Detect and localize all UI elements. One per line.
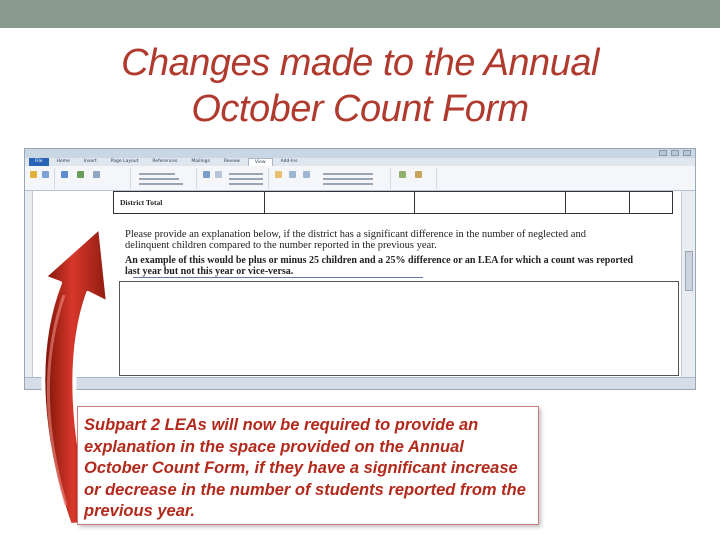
one-page-option: [229, 173, 263, 175]
callout-box: [77, 406, 539, 525]
tab-add-ins[interactable]: Add-Ins: [280, 159, 298, 164]
title-line-1: Changes made to the Annual: [121, 42, 599, 84]
print-layout-icon: [30, 171, 37, 178]
switch-windows-icon: [399, 171, 406, 178]
reset-position-option: [323, 183, 373, 185]
ribbon-group-1: [27, 168, 55, 189]
district-total-table: [113, 191, 673, 214]
draft-icon: [93, 171, 100, 178]
ribbon-group-2: [57, 168, 131, 189]
ribbon-group-5: [271, 168, 391, 189]
zoom-icon: [203, 171, 210, 178]
tab-view[interactable]: View: [248, 158, 273, 166]
word-ribbon: [25, 166, 695, 191]
ruler-option: [139, 173, 175, 175]
maximize-icon: [671, 150, 679, 156]
table-cell: [264, 192, 415, 214]
slide-title: [60, 40, 660, 132]
tab-page-layout[interactable]: Page Layout: [110, 159, 139, 164]
tab-home[interactable]: Home: [56, 159, 70, 164]
tab-mailings[interactable]: Mailings: [191, 159, 210, 164]
two-pages-option: [229, 178, 263, 180]
hundred-percent-icon: [215, 171, 222, 178]
table-cell: [415, 192, 566, 214]
callout-text: Subpart 2 LEAs will now be required to provide an explanation in the space provided on the Annual October Count Form, if they have a significant increase or decrease in the number of students reported from the previous year.: [84, 416, 526, 520]
top-band: [0, 0, 720, 28]
close-icon: [683, 150, 691, 156]
explanation-response-box[interactable]: [119, 281, 679, 376]
ribbon-group-4: [199, 168, 269, 189]
scroll-thumb[interactable]: [685, 251, 693, 291]
gridlines-option: [139, 178, 179, 180]
new-window-icon: [275, 171, 282, 178]
tab-file[interactable]: File: [29, 158, 49, 166]
ribbon-group-3: [133, 168, 197, 189]
web-layout-icon: [61, 171, 68, 178]
minimize-icon: [659, 150, 667, 156]
split-icon: [303, 171, 310, 178]
full-screen-icon: [42, 171, 49, 178]
table-cell: [630, 192, 673, 214]
arrange-all-icon: [289, 171, 296, 178]
view-side-by-side-option: [323, 173, 373, 175]
sync-scrolling-option: [323, 178, 373, 180]
window-controls: [659, 150, 691, 156]
word-ribbon-tabs: [25, 158, 695, 166]
table-cell-label: District Total: [114, 192, 265, 214]
example-instruction: An example of this would be plus or minus 25 children and a 25% difference or an LEA for which a count was reported last year but not this year or vice-versa.: [125, 255, 634, 277]
explanation-instruction: Please provide an explanation below, if the district has a significant difference in the number of neglected and delinquent children compared to the number reported in the previous year.: [125, 229, 586, 251]
tab-review[interactable]: Review: [223, 159, 240, 164]
tab-references[interactable]: References: [152, 159, 178, 164]
word-title-bar: [25, 149, 695, 158]
spellcheck-underline: [133, 277, 423, 278]
vertical-scrollbar[interactable]: [681, 191, 695, 379]
table-cell: [565, 192, 630, 214]
macros-icon: [415, 171, 422, 178]
outline-icon: [77, 171, 84, 178]
tab-insert[interactable]: Insert: [83, 159, 97, 164]
ribbon-group-6: [393, 168, 437, 189]
page-width-option: [229, 183, 263, 185]
navigation-option: [139, 183, 183, 185]
title-line-2: October Count Form: [191, 88, 529, 130]
